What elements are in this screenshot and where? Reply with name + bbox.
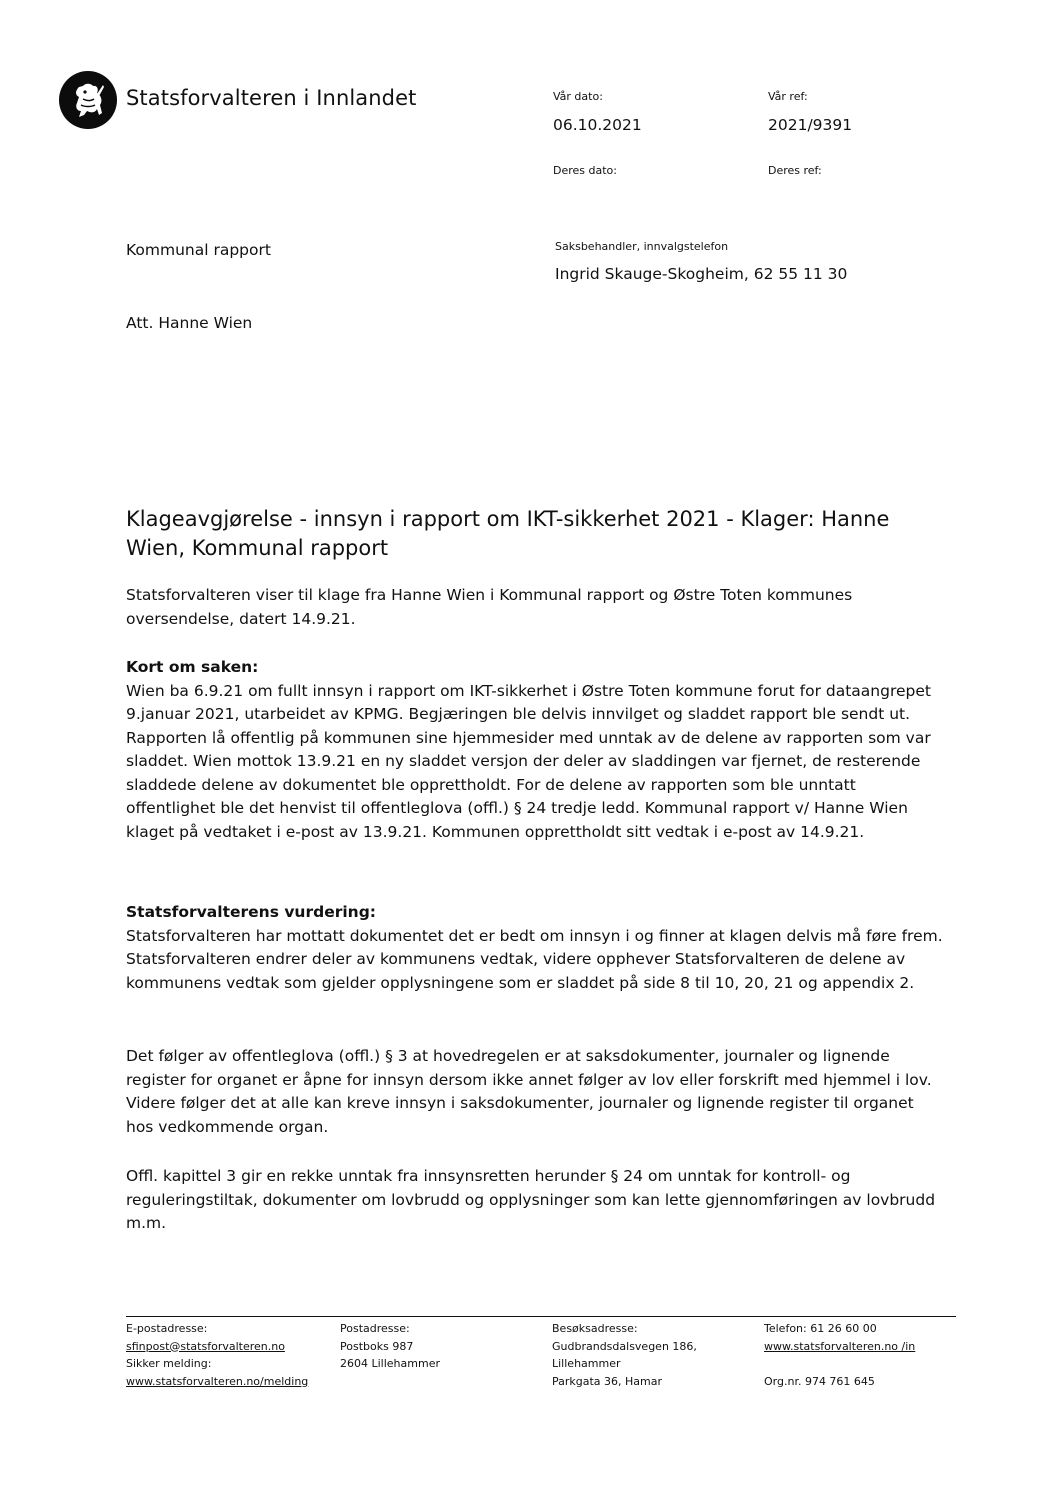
your-date-label: Deres dato: [553,164,617,177]
visit-line: Lillehammer [552,1357,621,1370]
email-link[interactable]: sfinpost@statsforvalteren.no [126,1339,285,1353]
paragraph-text: Offl. kapittel 3 gir en rekke unntak fra innsynsretten herunder § 24 om unntak for kontroll- og reguleringstiltak, dokumenter om lovbrudd og opplysninger som kan lette gjennomføringen av lovbrudd m.m. [126,1167,936,1232]
section-text: Wien ba 6.9.21 om fullt innsyn i rapport om IKT-sikkerhet i Østre Toten kommune forut for dataangrepet 9.januar 2021, utarbeidet av KPMG. Begjæringen ble delvis innvilget og sladdet rapport ble sendt ut. Rapporten lå offentlig på kommunen sine hjemmesider med unntak av de delene av rapporten som var sladdet. Wien mottok 13.9.21 en ny sladdet versjon der deler av sladdingen var fjernet, de resterende sladdede delene av dokumentet ble opprettholdt. For de delene av rapporten som ble unntatt offentlighet ble det henvist til offentleglova (offl.) § 24 tredje ledd. Kommunal rapport v/ Hanne Wien klaget på vedtaket i e-post av 13.9.21. Kommunen opprettholdt sitt vedtak i e-post av 14.9.21. [126,681,931,841]
paragraph-text: Det følger av offentleglova (offl.) § 3 at hovedregelen er at saksdokumenter, journaler og lignende register for organet er åpne for innsyn dersom ikke annet følger av lov eller forskrift med hjemmel i lov. Videre følger det at alle kan kreve innsyn i saksdokumenter, journaler og lignende register til organet hos vedkommende organ. [126,1047,932,1136]
visit-label: Besøksadresse: [552,1322,638,1335]
recipient-name: Kommunal rapport [126,241,271,259]
paragraph [126,1165,946,1236]
email-label: E-postadresse: [126,1322,208,1335]
our-date-label: Vår dato: [553,90,603,103]
spacer [764,1355,915,1373]
org-name: Statsforvalteren i Innlandet [126,86,417,110]
coat-of-arms-lion-icon [59,71,117,129]
section-heading: Kort om saken: [126,658,259,676]
postal-line: Postboks 987 [340,1339,414,1353]
visit-line: Parkgata 36, Hamar [552,1374,663,1388]
website-link[interactable]: www.statsforvalteren.no /in [764,1339,916,1353]
your-ref-label: Deres ref: [768,164,822,177]
section-assessment [126,901,946,995]
section-case-summary [126,656,946,844]
letter-title: Klageavgjørelse - innsyn i rapport om IKT-sikkerhet 2021 - Klager: Hanne Wien, Kommunal rapport [126,507,890,560]
footer-postal [340,1320,440,1373]
footer-visit [552,1320,697,1390]
postal-line: 2604 Lillehammer [340,1357,440,1370]
recipient-att: Att. Hanne Wien [126,314,253,332]
visit-line: Gudbrandsdalsvegen 186, [552,1339,697,1353]
our-date-value: 06.10.2021 [553,116,642,134]
paragraph [126,1045,946,1139]
secure-message-label: Sikker melding: [126,1357,212,1370]
case-officer-label: Saksbehandler, innvalgstelefon [555,240,729,253]
section-heading: Statsforvalterens vurdering: [126,903,376,921]
our-ref-value: 2021/9391 [768,116,853,134]
phone: Telefon: 61 26 60 00 [764,1322,877,1335]
case-officer-value: Ingrid Skauge-Skogheim, 62 55 11 30 [555,265,848,283]
footer-contact [126,1320,308,1390]
intro-paragraph [126,584,946,631]
footer-misc [764,1320,915,1390]
footer-divider [126,1316,956,1317]
secure-message-link[interactable]: www.statsforvalteren.no/melding [126,1374,309,1388]
our-ref-label: Vår ref: [768,90,808,103]
section-text: Statsforvalteren har mottatt dokumentet det er bedt om innsyn i og finner at klagen delvis må føre frem. Statsforvalteren endrer deler av kommunens vedtak, videre opphever Statsforvalteren de delene av kommunens vedtak som gjelder opplysningene som er sladdet på side 8 til 10, 20, 21 og appendix 2. [126,926,943,992]
org-number: Org.nr. 974 761 645 [764,1374,875,1388]
intro-text: Statsforvalteren viser til klage fra Hanne Wien i Kommunal rapport og Østre Toten kommunes oversendelse, datert 14.9.21. [126,586,853,628]
postal-label: Postadresse: [340,1322,410,1335]
